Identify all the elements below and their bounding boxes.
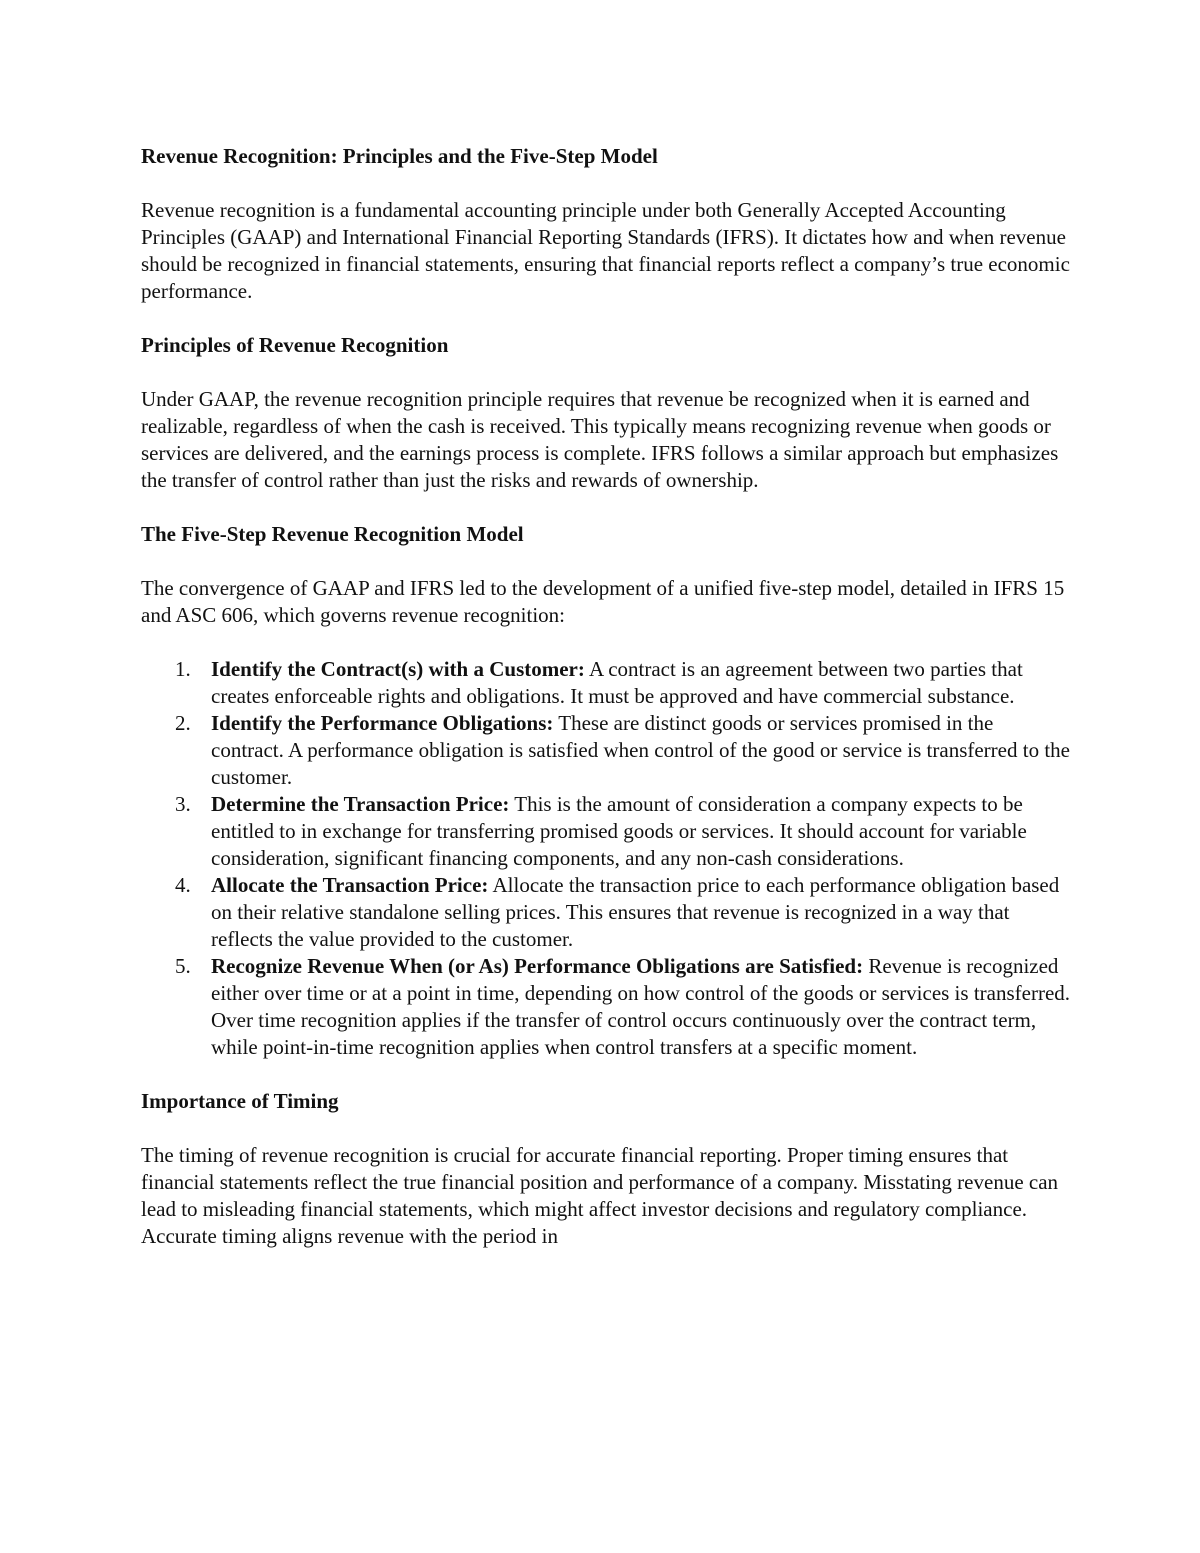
list-item (141, 872, 1071, 953)
five-step-list (141, 656, 1071, 1061)
spacer (141, 548, 1071, 575)
list-item-term: Recognize Revenue When (or As) Performance Obligations are Satisfied: (211, 954, 864, 978)
document-title: Revenue Recognition: Principles and the Five-Step Model (141, 144, 658, 168)
list-item (141, 791, 1071, 872)
list-item-number: 5. (175, 954, 191, 978)
document-content (141, 143, 1071, 1250)
spacer (141, 494, 1071, 521)
principles-heading: Principles of Revenue Recognition (141, 333, 449, 357)
list-item-number: 3. (175, 792, 191, 816)
list-item-text: Allocate the transaction price to each performance obligation based on their relative standalone selling prices. This ensures that revenue is recognized in a way that reflects the value provided to the customer. (211, 873, 1060, 951)
spacer (141, 305, 1071, 332)
principles-paragraph: Under GAAP, the revenue recognition principle requires that revenue be recognized when it is earned and realizable, regardless of when the cash is received. This typically means recognizing revenue when goods or services are delivered, and the earnings process is complete. IFRS follows a similar approach but emphasizes the transfer of control rather than just the risks and rewards of ownership. (141, 387, 1059, 492)
list-item-text: These are distinct goods or services promised in the contract. A performance obligation is satisfied when control of the good or service is transferred to the customer. (211, 711, 1070, 789)
timing-heading: Importance of Timing (141, 1089, 339, 1113)
list-item-text: A contract is an agreement between two parties that creates enforceable rights and obligations. It must be approved and have commercial substance. (211, 657, 1023, 708)
spacer (141, 629, 1071, 656)
list-item-term: Identify the Contract(s) with a Customer: (211, 657, 585, 681)
spacer (141, 170, 1071, 197)
list-item-term: Allocate the Transaction Price: (211, 873, 489, 897)
five-step-heading: The Five-Step Revenue Recognition Model (141, 522, 524, 546)
timing-paragraph: The timing of revenue recognition is crucial for accurate financial reporting. Proper timing ensures that financial statements reflect the true financial position and performance of a company. Misstating revenue can lead to misleading financial statements, which might affect investor decisions and regulatory compliance. Accurate timing aligns revenue with the period in (141, 1143, 1059, 1248)
list-item-term: Identify the Performance Obligations: (211, 711, 554, 735)
list-item (141, 953, 1071, 1061)
spacer (141, 1061, 1071, 1088)
spacer (141, 1115, 1071, 1142)
list-item-number: 1. (175, 657, 191, 681)
list-item-text: Revenue is recognized either over time or at a point in time, depending on how control of the goods or services is transferred. Over time recognition applies if the transfer of control occurs continuously over the contract term, while point-in-time recognition applies when control transfers at a specific moment. (211, 954, 1071, 1059)
intro-paragraph: Revenue recognition is a fundamental accounting principle under both Generally Accepted Accounting Principles (GAAP) and International Financial Reporting Standards (IFRS). It dictates how and when revenue should be recognized in financial statements, ensuring that financial reports reflect a company’s true economic performance. (141, 198, 1070, 303)
five-step-intro: The convergence of GAAP and IFRS led to the development of a unified five-step model, detailed in IFRS 15 and ASC 606, which governs revenue recognition: (141, 576, 1065, 627)
list-item-number: 2. (175, 711, 191, 735)
list-item (141, 710, 1071, 791)
spacer (141, 359, 1071, 386)
list-item-term: Determine the Transaction Price: (211, 792, 510, 816)
list-item-number: 4. (175, 873, 191, 897)
list-item-text: This is the amount of consideration a company expects to be entitled to in exchange for transferring promised goods or services. It should account for variable consideration, significant financing components, and any non-cash considerations. (211, 792, 1027, 870)
list-item (141, 656, 1071, 710)
